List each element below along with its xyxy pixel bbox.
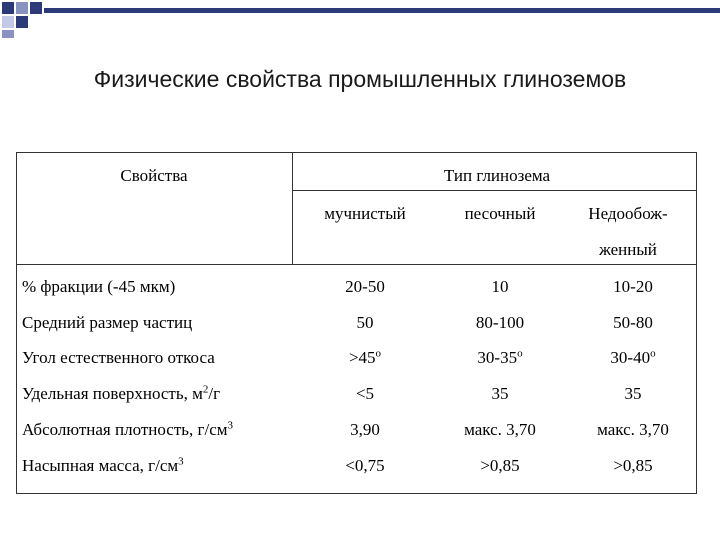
- cell-value: 35: [491, 384, 509, 403]
- column-header-sandy: песочный: [464, 204, 536, 223]
- cell-value: 10-20: [613, 277, 653, 296]
- cell-value: >0,85: [480, 456, 520, 475]
- cell-value: 20-50: [345, 277, 385, 296]
- cell-value: $>45^o$: [348, 347, 382, 367]
- row-label: % фракции (-45 мкм): [22, 277, 176, 296]
- page-title: Физические свойства промышленных глиноземов: [93, 66, 627, 92]
- header-bottom-divider: [17, 264, 697, 265]
- row-label: Средний размер частиц: [22, 313, 193, 332]
- header-divider: [293, 190, 696, 191]
- exponent: 3: [178, 455, 184, 468]
- column-divider: [292, 152, 293, 264]
- column-header-floury: мучнистый: [324, 204, 406, 223]
- header-alumina-type: Тип глинозема: [443, 166, 551, 185]
- cell-value: макс. 3,70: [464, 420, 536, 439]
- cell-value: 50-80: [613, 313, 653, 332]
- cell-value: макс. 3,70: [597, 420, 669, 439]
- exponent: 2: [202, 383, 209, 396]
- column-header-undercalcined-cont: женный: [599, 240, 657, 259]
- degree-mark: o: [375, 347, 382, 360]
- header-properties: Свойства: [120, 166, 188, 185]
- cell-value: 30-40$^o$: [610, 347, 656, 367]
- row-label: Угол естественного откоса: [22, 348, 215, 367]
- degree-mark: o: [517, 347, 523, 360]
- cell-value: 30-35$^o$: [477, 347, 523, 367]
- cell-value: 50: [356, 313, 374, 332]
- cell-value: <5: [355, 384, 375, 403]
- cell-value: 3,90: [350, 420, 380, 439]
- row-label: Насыпная масса, $г/см^3$: [22, 455, 184, 475]
- cell-value: 80-100: [475, 313, 525, 332]
- cell-value: 10: [491, 277, 509, 296]
- column-header-undercalcined: Недообож-: [588, 204, 668, 223]
- row-label: Абсолютная плотность, $г/см^3$: [22, 419, 234, 439]
- corner-decoration: [0, 0, 720, 40]
- degree-mark: o: [650, 347, 656, 360]
- cell-value: 35: [624, 384, 642, 403]
- cell-value: >0,85: [613, 456, 653, 475]
- cell-value: <0,75: [345, 456, 385, 475]
- row-label: Удельная поверхность, $м^2/г$: [22, 383, 221, 403]
- exponent: 3: [227, 419, 234, 432]
